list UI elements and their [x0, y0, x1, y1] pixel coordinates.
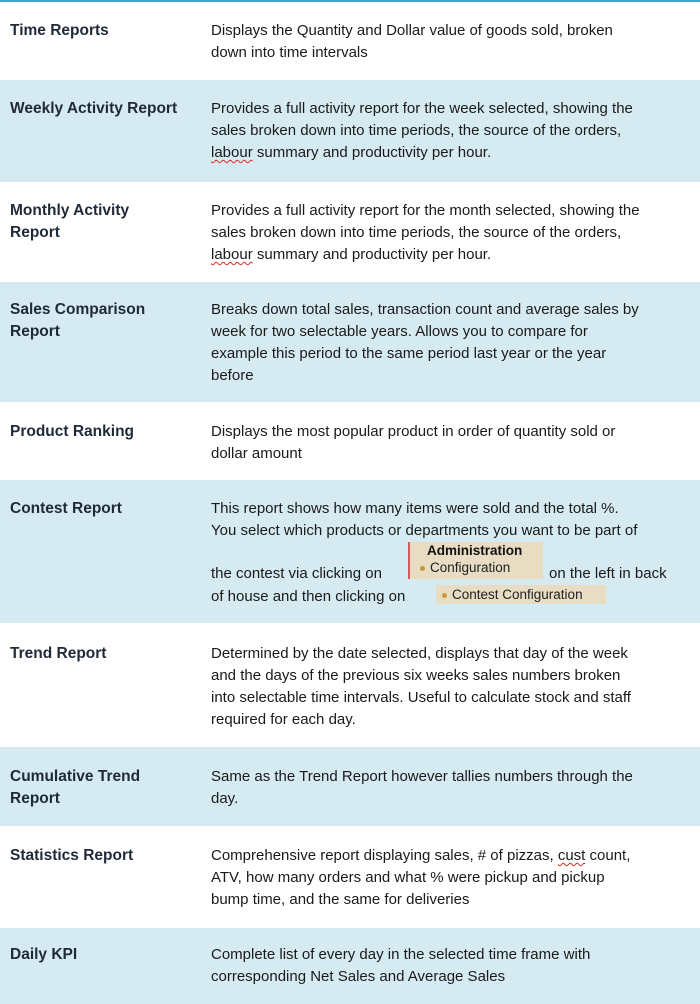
report-name-line: Report [10, 322, 60, 340]
desc-line: Provides a full activity report for the month selected, showing the [211, 202, 640, 219]
desc-line: down into time intervals [211, 44, 368, 61]
report-row-monthly-activity [0, 182, 700, 282]
misspelled-word: labour [211, 144, 253, 161]
report-description [211, 845, 693, 911]
desc-line: This report shows how many items were sold and the total %. [211, 500, 619, 517]
desc-text: summary and productivity per hour. [252, 144, 492, 161]
desc-line: Same as the Trend Report however tallies numbers through the [211, 768, 633, 785]
report-name-line: Report [10, 789, 60, 807]
report-name-line: Sales Comparison [10, 301, 146, 318]
report-name: Product Ranking [10, 423, 135, 440]
desc-line: ATV, how many orders and what % were pickup and pickup [211, 869, 605, 886]
report-name [10, 299, 200, 342]
report-row-statistics [0, 826, 700, 928]
desc-line: the contest via clicking on [211, 565, 382, 582]
desc-line: Displays the Quantity and Dollar value of goods sold, broken [211, 22, 613, 39]
report-row-weekly-activity [0, 80, 700, 182]
report-description [211, 20, 693, 64]
report-description [211, 643, 693, 731]
desc-line [211, 142, 693, 164]
report-name-line: Monthly Activity [10, 202, 130, 219]
menu-item-configuration [420, 560, 510, 575]
report-name [10, 200, 200, 243]
desc-line: required for each day. [211, 711, 356, 728]
pill-label: Contest Configuration [452, 587, 583, 602]
desc-line: example this period to the same period last year or the year [211, 345, 607, 362]
administration-menu-snippet [408, 542, 543, 579]
desc-line: sales broken down into time periods, the source of the orders, [211, 224, 622, 241]
report-description [211, 200, 693, 266]
contest-configuration-snippet [436, 585, 606, 604]
report-description [211, 944, 693, 988]
report-description [211, 766, 693, 810]
report-description [211, 299, 693, 387]
report-name [10, 766, 200, 809]
report-name: Weekly Activity Report [10, 100, 178, 117]
report-description [211, 498, 693, 542]
desc-line: into selectable time intervals. Useful to calculate stock and staff [211, 689, 631, 706]
desc-line: You select which products or departments you want to be part of [211, 522, 638, 539]
desc-line [211, 845, 693, 867]
report-row-cumulative-trend [0, 747, 700, 826]
report-name: Trend Report [10, 645, 107, 662]
report-row-daily-kpi [0, 928, 700, 1004]
desc-line: of house and then clicking on [211, 588, 406, 605]
desc-text: summary and productivity per hour. [252, 246, 492, 263]
desc-line: week for two selectable years. Allows you to compare for [211, 323, 588, 340]
bullet-icon [442, 593, 447, 598]
desc-text: count, [585, 847, 631, 864]
report-name: Statistics Report [10, 847, 134, 864]
bullet-icon [420, 566, 425, 571]
desc-line: before [211, 367, 254, 384]
desc-line: dollar amount [211, 445, 302, 462]
report-row-sales-comparison [0, 282, 700, 402]
misspelled-word: cust [557, 847, 586, 864]
report-row-product-ranking [0, 402, 700, 480]
desc-line: Displays the most popular product in order of quantity sold or [211, 423, 616, 440]
misspelled-word: labour [211, 246, 253, 263]
desc-text: Comprehensive report displaying sales, # of pizzas, [211, 847, 558, 864]
desc-line: on the left in back [549, 565, 667, 582]
desc-line: Determined by the date selected, displays that day of the week [211, 645, 628, 662]
desc-line [211, 244, 693, 266]
report-name: Contest Report [10, 500, 122, 517]
menu-title: Administration [427, 543, 523, 558]
desc-line: Provides a full activity report for the week selected, showing the [211, 100, 633, 117]
report-name-line: Report [10, 223, 60, 241]
desc-line: corresponding Net Sales and Average Sales [211, 968, 506, 985]
report-name: Time Reports [10, 22, 109, 39]
report-name: Daily KPI [10, 946, 78, 963]
report-name-line: Cumulative Trend [10, 768, 141, 785]
desc-line: bump time, and the same for deliveries [211, 891, 470, 908]
report-description [211, 421, 693, 465]
desc-line: Complete list of every day in the selected time frame with [211, 946, 591, 963]
desc-line: day. [211, 790, 239, 807]
desc-line: Breaks down total sales, transaction count and average sales by [211, 301, 639, 318]
menu-item-label: Configuration [430, 560, 511, 575]
desc-line: and the days of the previous six weeks sales numbers broken [211, 667, 621, 684]
report-description [211, 98, 693, 164]
report-row-time-reports [0, 2, 700, 80]
desc-line: sales broken down into time periods, the source of the orders, [211, 122, 622, 139]
report-row-trend [0, 623, 700, 747]
